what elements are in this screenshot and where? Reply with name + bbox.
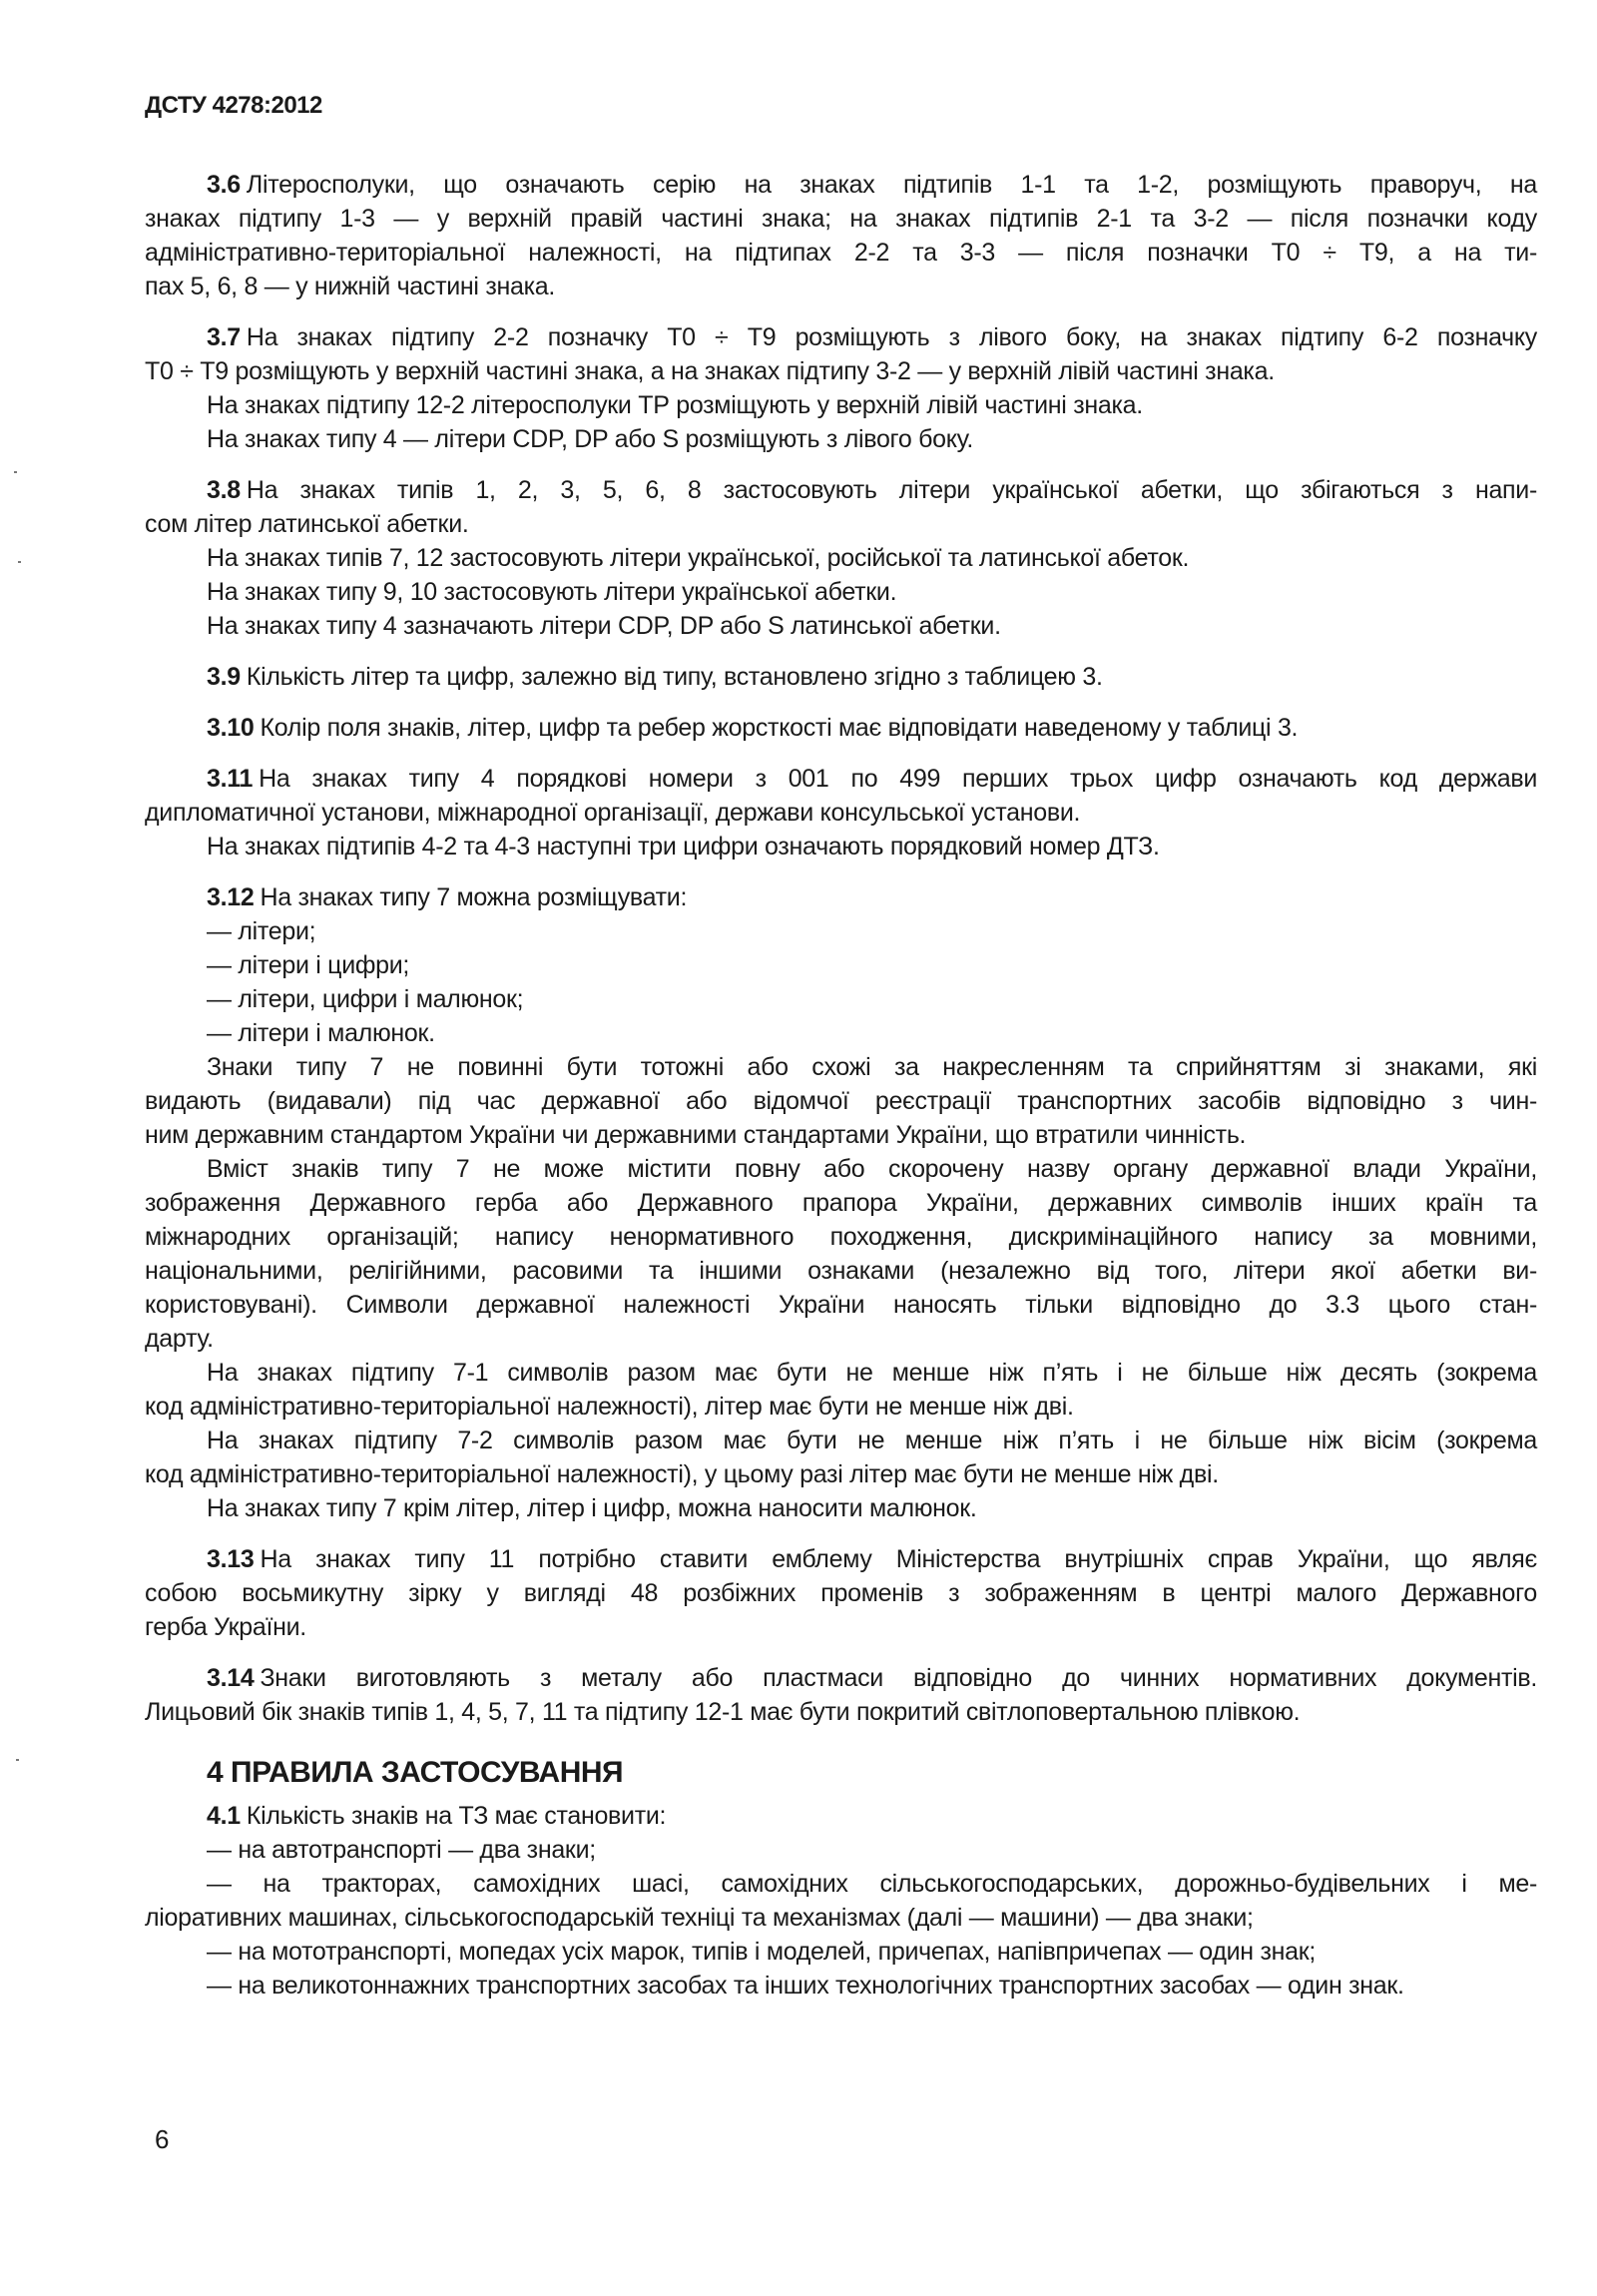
line-text: видають (видавали) під час державної або відомчої реєстрації транспортних засобів відповідно з чин- [145,1087,1537,1115]
line-text: Вміст знаків типу 7 не може містити повну або скорочену назву органу державної влади України, [207,1155,1537,1183]
text-line [145,1152,1537,1186]
line-text: Знаки типу 7 не повинні бути тотожні або схожі за накресленням та сприйняттям зі знаками, які [207,1053,1537,1081]
line-text: дарту. [145,1325,214,1353]
text-line [145,1186,1537,1220]
text-line [145,1695,1537,1729]
line-text: пах 5, 6, 8 — у нижній частині знака. [145,273,556,300]
text-line [145,762,1537,796]
paragraph [145,914,1537,948]
line-text: — літери і малюнок. [207,1019,435,1047]
line-text: сом літер латинської абетки. [145,510,469,538]
line-text: Т0 ÷ Т9 розміщують у верхній частині знака, а на знаках підтипу 3-2 — у верхній лівій частині знака. [145,357,1275,385]
text-line [145,1220,1537,1254]
text-line [145,660,1537,694]
clause-number: 3.13 [207,1545,255,1573]
line-text: На знаках підтипу 7-1 символів разом має бути не менше ніж п’ять і не більше ніж десять (зокрема [207,1359,1537,1387]
text-line [145,982,1537,1016]
paragraph [145,982,1537,1016]
paragraph [145,1424,1537,1491]
paragraph [145,388,1537,422]
clause-3-9 [145,660,1537,694]
line-text: Літеросполуки, що означають серію на знаках підтипів 1-1 та 1-2, розміщують праворуч, на [246,171,1537,199]
line-text: — на тракторах, самохідних шасі, самохідних сільськогосподарських, дорожньо-будівельних і ме- [207,1870,1537,1898]
text-line [145,711,1537,745]
text-line [145,948,1537,982]
line-text: На знаках типу 7 крім літер, літер і цифр, можна наносити малюнок. [207,1494,977,1522]
text-line [145,1969,1537,2003]
line-text: — літери, цифри і малюнок; [207,985,524,1013]
line-text: Лицьовий бік знаків типів 1, 4, 5, 7, 11 та підтипу 12-1 має бути покритий світлоповертальною плівкою. [145,1698,1301,1726]
line-text: — на великотоннажних транспортних засобах та інших технологічних транспортних засобах — один знак. [207,1972,1404,2000]
paragraph [145,948,1537,982]
text-line [145,1084,1537,1118]
line-text: зображення Державного герба або Державного прапора України, державних символів інших країн та [145,1189,1537,1217]
text-line [145,1016,1537,1050]
line-text: міжнародних організацій; напису ненормативного походження, дискримінаційного напису за мовними, [145,1223,1537,1251]
clause-number: 3.10 [207,714,255,742]
line-text: ним державним стандартом України чи державними стандартами України, що втратили чинність. [145,1121,1247,1149]
text-line [145,507,1537,541]
scan-speck [14,471,17,473]
clause-3-11 [145,762,1537,830]
paragraph [145,609,1537,643]
text-line [145,388,1537,422]
text-line [145,914,1537,948]
text-line [145,1288,1537,1322]
text-line [145,830,1537,863]
text-line [145,796,1537,830]
line-text: На знаках типу 7 можна розміщувати: [260,883,688,911]
clause-3-7 [145,320,1537,388]
text-line [145,1661,1537,1695]
paragraph [145,1969,1537,2003]
line-text: На знаках типу 4 — літери CDP, DP або S розміщують з лівого боку. [207,425,973,453]
clause-4-1 [145,1799,1537,1833]
paragraph [145,830,1537,863]
text-line [145,354,1537,388]
scan-speck [18,561,21,563]
paragraph [145,1016,1537,1050]
text-line [145,202,1537,236]
line-text: Колір поля знаків, літер, цифр та ребер жорсткості має відповідати наведеному у таблиці 3. [260,714,1299,742]
text-line [145,1424,1537,1457]
clause-number: 3.9 [207,663,241,691]
clause-3-10 [145,711,1537,745]
text-line [145,1457,1537,1491]
text-line [145,473,1537,507]
text-line [145,575,1537,609]
line-text: — на автотранспорті — два знаки; [207,1836,596,1864]
paragraph [145,422,1537,456]
text-line [145,1322,1537,1356]
clause-3-6 [145,168,1537,303]
line-text: код адміністративно-територіальної належності), літер має бути не менше ніж дві. [145,1393,1074,1421]
line-text: На знаках типу 11 потрібно ставити емблему Міністерства внутрішніх справ України, що являє [260,1545,1537,1573]
text-line [145,1799,1537,1833]
text-line [145,1576,1537,1610]
text-line [145,609,1537,643]
text-line [145,1542,1537,1576]
line-text: — на мототранспорті, мопедах усіх марок, типів і моделей, причепах, напівпричепах — один знак; [207,1938,1317,1966]
paragraph [145,1356,1537,1424]
text-line [145,1833,1537,1867]
line-text: адміністративно-територіальної належності, на підтипах 2-2 та 3-3 — після позначки Т0 ÷ Т9, а на ти- [145,239,1537,267]
clause-number: 3.7 [207,323,241,351]
line-text: знаках підтипу 1-3 — у верхній правій частині знака; на знаках підтипів 2-1 та 3-2 — після позначки коду [145,205,1537,233]
line-text: дипломатичної установи, міжнародної організації, держави консульської установи. [145,799,1081,827]
clause-number: 4.1 [207,1802,241,1830]
text-line [145,1491,1537,1525]
line-text: На знаках підтипів 4-2 та 4-3 наступні три цифри означають порядковий номер ДТЗ. [207,833,1160,861]
clause-number: 3.11 [207,765,254,793]
paragraph [145,541,1537,575]
document-header: ДСТУ 4278:2012 [145,92,322,119]
line-text: На знаках підтипу 7-2 символів разом має бути не менше ніж п’ять і не більше ніж вісім (зокрема [207,1427,1537,1454]
text-line [145,1935,1537,1969]
text-line [145,541,1537,575]
text-line [145,1050,1537,1084]
paragraph [145,1491,1537,1525]
line-text: На знаках типів 1, 2, 3, 5, 6, 8 застосовують літери української абетки, що збігаються з напи- [246,476,1537,504]
document-body [145,168,1537,2003]
paragraph [145,1935,1537,1969]
line-text: На знаках типів 7, 12 застосовують літери української, російської та латинської абеток. [207,544,1190,572]
text-line [145,1867,1537,1901]
line-text: — літери і цифри; [207,951,410,979]
paragraph [145,1867,1537,1935]
text-line [145,880,1537,914]
line-text: На знаках типу 4 зазначають літери CDP, DP або S латинської абетки. [207,612,1001,640]
section-heading: 4 ПРАВИЛА ЗАСТОСУВАННЯ [207,1756,624,1789]
line-text: користовувані). Символи державної належності України наносять тільки відповідно до 3.3 цього стан- [145,1291,1537,1319]
line-text: код адміністративно-територіальної належності), у цьому разі літер має бути не менше ніж дві. [145,1460,1219,1488]
line-text: На знаках підтипу 2-2 позначку Т0 ÷ Т9 розміщують з лівого боку, на знаках підтипу 6-2 позначку [246,323,1537,351]
scan-speck [16,1759,19,1761]
text-line [145,1610,1537,1644]
paragraph [145,575,1537,609]
paragraph [145,1152,1537,1356]
clause-3-14 [145,1661,1537,1729]
clause-3-13 [145,1542,1537,1644]
line-text: Кількість літер та цифр, залежно від типу, встановлено згідно з таблицею 3. [246,663,1103,691]
text-line [145,1356,1537,1390]
line-text: собою восьмикутну зірку у вигляді 48 розбіжних променів з зображенням в центрі малого Державного [145,1579,1537,1607]
page-number: 6 [155,2124,170,2154]
clause-3-8 [145,473,1537,541]
clause-3-12 [145,880,1537,914]
text-line [145,236,1537,270]
line-text: Кількість знаків на ТЗ має становити: [246,1802,667,1830]
text-line [145,1901,1537,1935]
paragraph [145,1050,1537,1152]
line-text: Знаки виготовляють з металу або пластмаси відповідно до чинних нормативних документів. [260,1664,1537,1692]
clause-number: 3.12 [207,883,255,911]
line-text: На знаках типу 9, 10 застосовують літери української абетки. [207,578,897,606]
paragraph [145,1833,1537,1867]
text-line [145,168,1537,202]
line-text: На знаках типу 4 порядкові номери з 001 по 499 перших трьох цифр означають код держави [259,765,1537,793]
line-text: ліоративних машинах, сільськогосподарській техніці та механізмах (далі — машини) — два знаки; [145,1904,1254,1932]
clause-number: 3.6 [207,171,241,199]
clause-number: 3.8 [207,476,241,504]
clause-number: 3.14 [207,1664,255,1692]
line-text: герба України. [145,1613,306,1641]
text-line [145,1390,1537,1424]
text-line [145,1118,1537,1152]
text-line [145,320,1537,354]
text-line [145,422,1537,456]
line-text: — літери; [207,917,316,945]
text-line [145,270,1537,303]
line-text: національними, релігійними, расовими та іншими ознаками (незалежно від того, літери якої абетки ви- [145,1257,1537,1285]
line-text: На знаках підтипу 12-2 літеросполуки ТР розміщують у верхній лівій частині знака. [207,391,1143,419]
text-line [145,1254,1537,1288]
